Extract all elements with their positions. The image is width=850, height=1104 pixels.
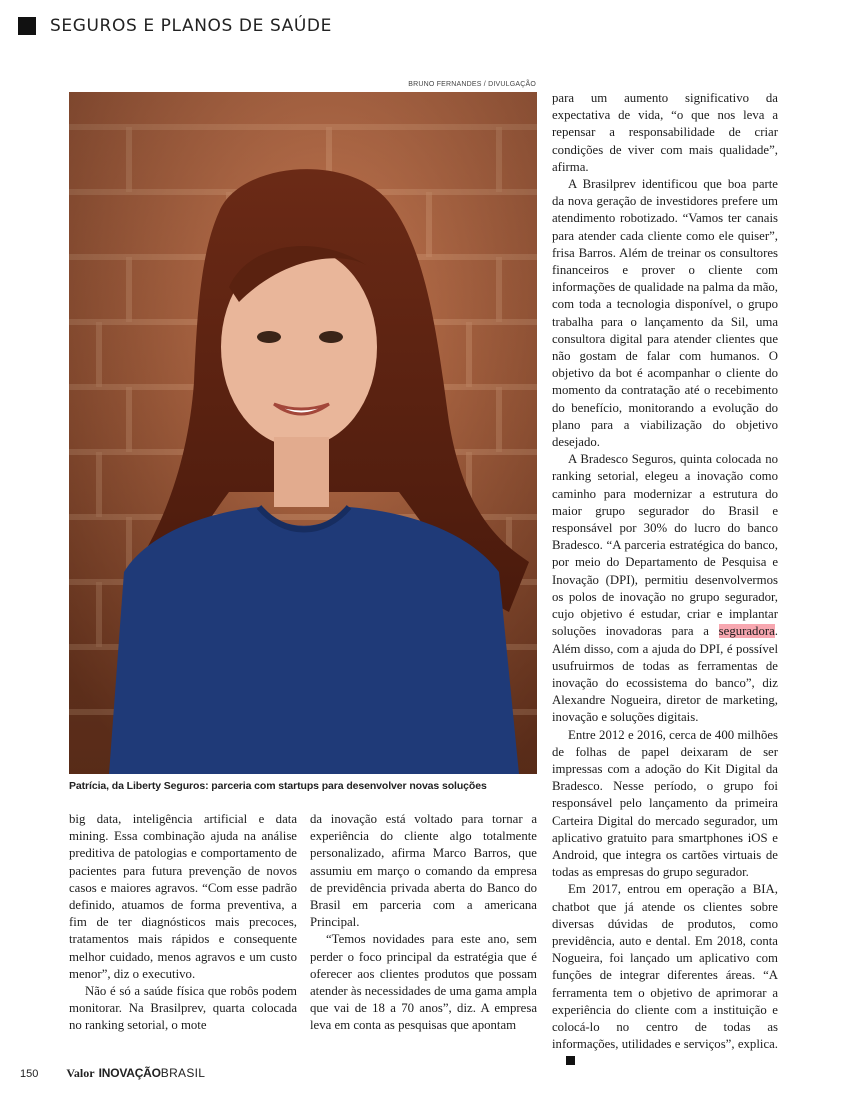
publication-name-inovacao: INOVAÇÃO <box>98 1066 161 1080</box>
article-column-2 <box>310 811 537 1035</box>
publication-name-valor: Valor <box>66 1066 95 1080</box>
article-column-1 <box>69 811 297 1035</box>
page-number: 150 <box>20 1068 39 1080</box>
portrait-photo <box>69 92 537 774</box>
article-paragraph <box>552 881 778 1070</box>
publication-name-brasil: BRASIL <box>160 1066 206 1080</box>
article-paragraph: “Temos novidades para este ano, sem perder o foco principal da estratégia que é oferecer aos clientes produtos que possam atender às necessidades de uma gama ampla que vai de 18 a 70 anos”, diz. A empresa leva em conta as pesquisas que apontam <box>310 932 537 1033</box>
paragraph-text: A Bradesco Seguros, quinta colocada no ranking setorial, elegeu a inovação como caminho para modernizar a estrutura do maior grupo segurador do Brasil e responsável por 30% do lucro do banco Bradesco. “A parceria estratégica do banco, por meio do Departamento de Pesquisa e Inovação (DPI), permitiu desenvolvermos os polos de inovação no grupo segurador, cujo objetivo é estudar, criar e implantar soluções inovadoras para a <box>552 452 778 639</box>
article-paragraph: Entre 2012 e 2016, cerca de 400 milhões de folhas de papel deixaram de ser impressas com a adoção do Kit Digital da Bradesco. Nesse período, o grupo foi responsável pelo lançamento da primeira Carteira Digital do mercado segurador, um aplicativo gratuito para smartphones iOS e Android, que integra os cartões virtuais de todas as empresas do grupo segurador. <box>552 727 778 880</box>
section-title: SEGUROS E PLANOS DE SAÚDE <box>50 16 332 36</box>
photo-caption: Patrícia, da Liberty Seguros: parceria com startups para desenvolver novas soluções <box>69 780 487 792</box>
section-header <box>18 14 332 38</box>
article-paragraph: Não é só a saúde física que robôs podem monitorar. Na Brasilprev, quarta colocada no ranking setorial, o mote <box>69 984 297 1033</box>
photo-credit: BRUNO FERNANDES / DIVULGAÇÃO <box>408 81 536 88</box>
article-paragraph <box>552 451 778 726</box>
article-paragraph: A Brasilprev identificou que boa parte da nova geração de investidores prefere um atendimento robotizado. “Vamos ter canais para atender cada cliente como ele quiser”, frisa Barros. Além de treinar os consultores financeiros e prover o cliente com informações de qualidade na palma da mão, com toda a tecnologia disponível, o grupo trabalha para o lançamento da Sil, uma consultora digital para atender clientes que não gostam de falar com humanos. O objetivo da bot é acompanhar o cliente do momento da contratação até o recebimento do benefício, monitorando a evolução do plano para a viabilização do objetivo desejado. <box>552 177 778 450</box>
portrait-illustration <box>69 92 537 774</box>
paragraph-text: . Além disso, com a ajuda do DPI, é possível usufruirmos de todas as ferramentas de inovação do ecossistema do banco”, diz Alexandre Nogueira, diretor de marketing, inovação e soluções digitais. <box>552 624 778 725</box>
highlighted-word: seguradora <box>718 624 775 639</box>
article-paragraph: da inovação está voltado para tornar a experiência do cliente algo totalmente personalizado, afirma Marco Barros, que assumiu em março o comando da empresa de previdência privada aberta do Banco do Brasil em parceria com a americana Principal. <box>310 812 537 930</box>
article-column-3 <box>552 90 778 1071</box>
section-marker <box>18 17 36 35</box>
end-of-article-icon <box>566 1056 575 1065</box>
paragraph-text: Em 2017, entrou em operação a BIA, chatbot que já atende os clientes sobre diversas dúvidas de produtos, como previdência, auto e dental. Em 2018, conta Nogueira, foi lançado um aplicativo com funções de integrar diferentes áreas. “A ferramenta tem o objetivo de aprimorar a experiência do cliente com a instituição e colocá-lo no centro de todas as informações, utilidades e serviços”, explica. <box>552 882 778 1052</box>
page-footer <box>20 1066 205 1082</box>
article-paragraph: para um aumento significativo da expectativa de vida, “o que nos leva a repensar a responsabilidade de criar condições de viver com mais qualidade”, afirma. <box>552 91 778 174</box>
article-paragraph: big data, inteligência artificial e data mining. Essa combinação ajuda na análise preditiva de patologias e comportamento de pacientes para futura prevenção de novos casos e maiores agravos. “Com esse padrão definido, atuamos de forma preventiva, a fim de ter diagnósticos mais precoces, tratamentos mais rápidos e consequente melhor cuidado, menos agravos e um custo menor”, diz o executivo. <box>69 812 297 981</box>
